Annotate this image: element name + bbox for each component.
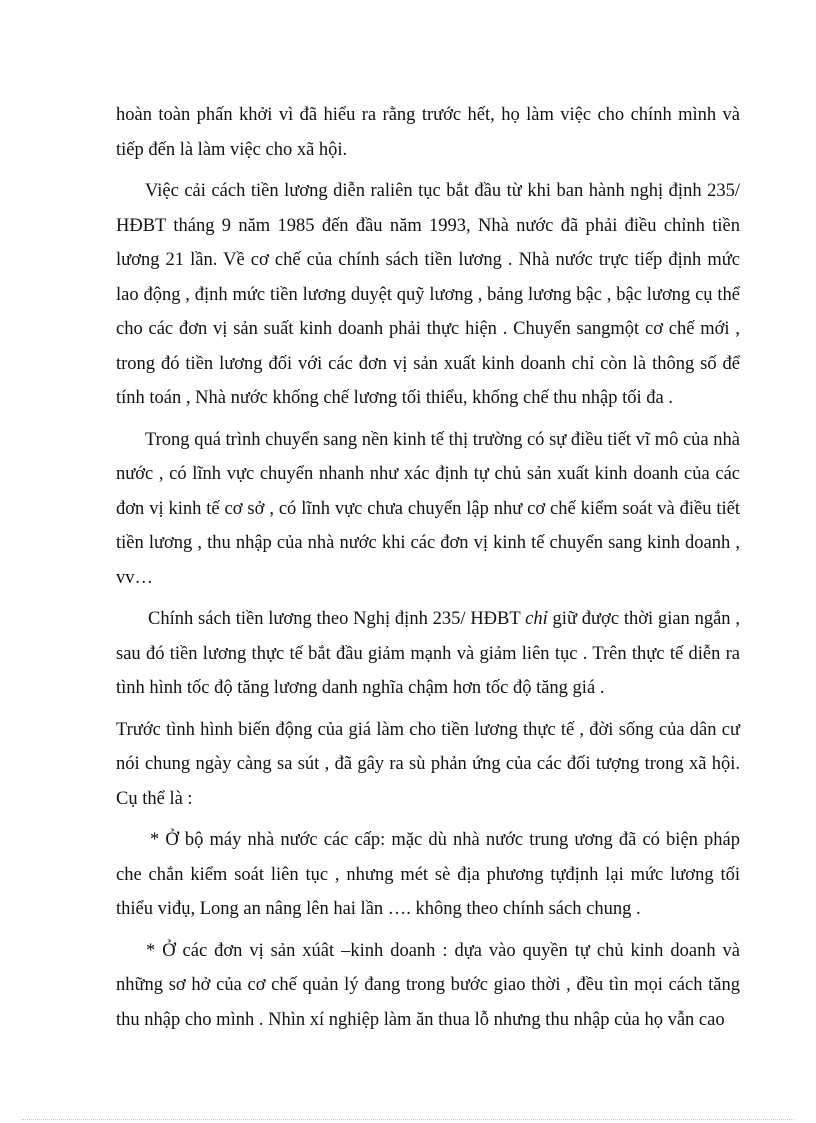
paragraph-market-transition: Trong quá trình chuyển sang nền kinh tế thị trường có sự điều tiết vĩ mô của nhà nước , có lĩnh vực chuyển nhanh như xác định tự chủ sản xuất kinh doanh của các đơn vị kinh tế cơ sở , có lĩnh vực chưa chuyển lập như cơ chế kiểm soát và điều tiết tiền lương , thu nhập của nhà nước khi các đơn vị kinh tế chuyển sang kinh doanh , vv… [116, 429, 740, 588]
paragraph-decree-235-rest: giữ được thời gian ngắn , sau đó tiền lương thực tế bắt đầu giảm mạnh và giảm liên tục . Trên thực tế diễn ra tình hình tốc độ tăng lương danh nghĩa chậm hơn tốc độ tăng giá . [116, 609, 740, 698]
paragraph-price-fluctuation: Trước tình hình biến động của giá làm cho tiền lương thực tế , đời sống của dân cư nói chung ngày càng sa sút , đã gây ra sù phản ứng của các đối tượng trong xã hội. Cụ thể là : [116, 719, 740, 809]
bullet-business-units: * Ở các đơn vị sản xúât –kinh doanh : dựa vào quyền tự chủ kinh doanh và những sơ hở của cơ chế quản lý đang trong bước giao thời , đều tìn mọi cách tăng thu nhập cho mình . Nhìn xí nghiệp làm ăn thua lỗ nhưng thu nhập của họ vẫn cao [116, 940, 740, 1030]
paragraph-decree-235-lead: Chính sách tiền lương theo Nghị định 235/ HĐBT [148, 609, 526, 629]
document-body [116, 98, 740, 1037]
paragraph-salary-reform: Việc cải cách tiền lương diễn raliên tục bắt đầu từ khi ban hành nghị định 235/ HĐBT tháng 9 năm 1985 đến đầu năm 1993, Nhà nước đã phải điều chỉnh tiền lương 21 lần. Về cơ chế của chính sách tiền lương . Nhà nước trực tiếp định mức lao động , định mức tiền lương duyệt quỹ lương , bảng lương bậc , bậc lương cụ thể cho các đơn vị sản suất kinh doanh phải thực hiện . Chuyển sangmột cơ chế mới , trong đó tiền lương đối với các đơn vị sản xuất kinh doanh chỉ còn là thông số để tính toán , Nhà nước khống chế lương tối thiểu, khống chế thu nhập tối đa . [116, 181, 740, 408]
bullet-state-apparatus: * Ở bộ máy nhà nước các cấp: mặc dù nhà nước trung ương đã có biện pháp che chắn kiểm soát liên tục , nhưng mét sè địa phương tựđịnh lại mức lương tối thiểu viđụ, Long an nâng lên hai lần …. không theo chính sách chung . [116, 830, 740, 919]
page-break-divider [22, 1119, 794, 1120]
paragraph-decree-235-emphasis: chỉ [525, 609, 548, 629]
paragraph-decree-235 [116, 602, 740, 706]
paragraph-continuation: hoàn toàn phấn khởi vì đã hiểu ra rằng trước hết, họ làm việc cho chính mình và tiếp đến là làm việc cho xã hội. [116, 105, 740, 160]
